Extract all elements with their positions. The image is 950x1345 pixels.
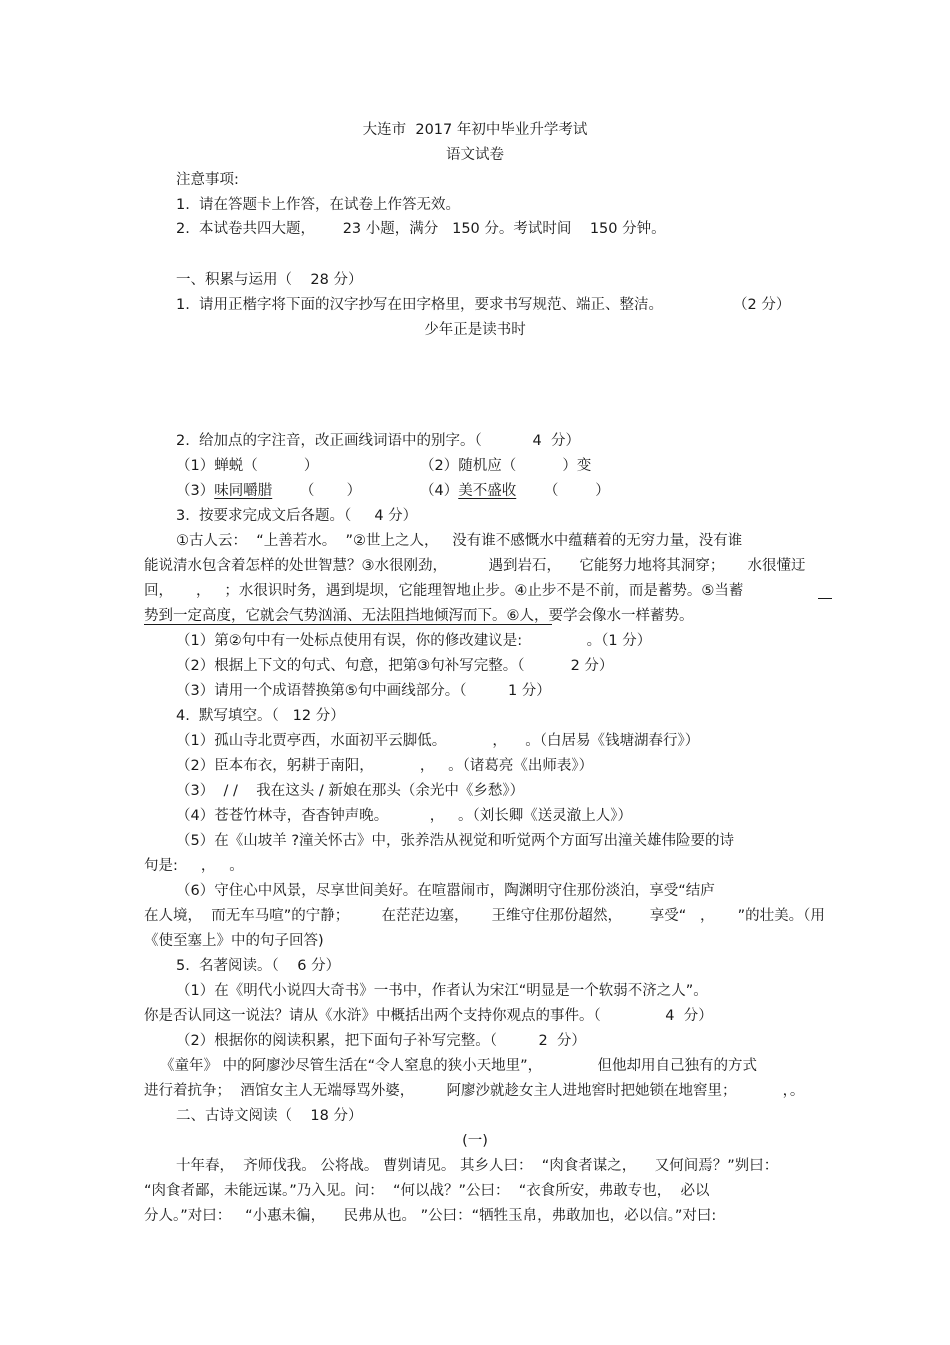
- q4-item-5-cont: 句是: ， 。: [144, 858, 244, 874]
- q2-item-3: （3）味同嚼腊 （ ）: [176, 483, 362, 499]
- q3-sub-3: （3）请用一个成语替换第⑤句中画线部分。（ 1 分）: [176, 683, 551, 699]
- q5-text: 5. 名著阅读。（ 6 分）: [176, 958, 341, 974]
- q4-item-6: （6）守住心中风景，尽享世间美好。在喧嚣闹市，陶渊明守住那份淡泊，享受“结庐: [176, 883, 715, 899]
- q5-item-1-cont: 你是否认同这一说法？请从《水浒》中概括出两个支持你观点的事件。（ 4 分）: [144, 1008, 713, 1024]
- q2-item-2: （2）随机应（ ）变: [420, 458, 592, 474]
- q3-underline-tail: [818, 598, 832, 599]
- q4-item-4: （4）苍苍竹林寺，杳杳钟声晚。 ， 。（刘长卿《送灵澈上人》）: [176, 808, 633, 824]
- q3-passage-line-4: 势到一定高度，它就会气势汹涌、无法阻挡地倾泻而下。⑥人，要学会像水一样蓄势。: [144, 608, 694, 624]
- q4-item-2: （2）臣本布衣，躬耕于南阳， ， 。（诸葛亮《出师表》）: [176, 758, 594, 774]
- q3-sub-2: （2）根据上下文的句式、句意，把第③句补写完整。（ 2 分）: [176, 658, 614, 674]
- notice-item-2: 2. 本试卷共四大题， 23 小题，满分 150 分。考试时间 150 分钟。: [176, 221, 666, 237]
- q4-item-6-cont: 在人境， 而无车马喧”的宁静； 在茫茫边塞， 王维守住那份超然， 享受“ ， ”的壮美。（用: [144, 908, 825, 924]
- passage-line-3: 分人。”对曰： “小惠未徧， 民弗从也。 ”公曰：“牺牲玉帛，弗敢加也，必以信。”对曰:: [144, 1208, 717, 1224]
- notice-heading: 注意事项:: [176, 172, 239, 188]
- q2-item-3-word: 味同嚼腊: [214, 483, 273, 499]
- q3-passage-line-1: ①古人云： “上善若水。 ”②世上之人， 没有谁不感慨水中蕴藉着的无穷力量，没有谁: [176, 533, 743, 549]
- q4-item-6-cont-2: 《使至塞上》中的句子回答): [144, 933, 324, 949]
- q2-item-4: （4）美不盛收 （ ）: [420, 483, 610, 499]
- passage-line-1: 十年春， 齐师伐我。 公将战。 曹刿请见。 其乡人曰： “肉食者谋之， 又何间焉？”刿曰：: [176, 1158, 779, 1174]
- q2-item-1: （1）蝉蜕（ ）: [176, 458, 319, 474]
- section-2-part: (一): [462, 1133, 488, 1149]
- q3-passage-line-2: 能说清水包含着怎样的处世智慧？③水很刚劲， 遇到岩石， 它能努力地将其洞穿； 水很懂迂: [144, 558, 806, 574]
- q3-text: 3. 按要求完成文后各题。（ 4 分）: [176, 508, 418, 524]
- q5-item-2-para-2: 进行着抗争； 酒馆女主人无端辱骂外婆， 阿廖沙就趁女主人进地窖时把她锁在地窖里； ，。: [144, 1083, 805, 1099]
- q5-item-1: （1）在《明代小说四大奇书》一书中，作者认为宋江“明显是一个软弱不济之人”。: [176, 983, 708, 999]
- q2-item-4-word: 美不盛收: [458, 483, 517, 499]
- section-1-heading: 一、积累与运用（ 28 分）: [176, 272, 363, 288]
- q5-item-2: （2）根据你的阅读积累，把下面句子补写完整。（ 2 分）: [176, 1033, 586, 1049]
- notice-item-1: 1. 请在答题卡上作答，在试卷上作答无效。: [176, 197, 461, 213]
- section-2-heading: 二、古诗文阅读（ 18 分）: [176, 1108, 363, 1124]
- q3-passage-line-3: 回， ， ；水很识时务，遇到堤坝，它能理智地止步。④止步不是不前，而是蓄势。⑤当蓄: [144, 583, 744, 599]
- exam-subtitle: 语文试卷: [446, 147, 504, 163]
- q4-item-3: （3） / / 我在这头 / 新娘在那头（余光中《乡愁》）: [176, 783, 525, 799]
- q1-text: 1. 请用正楷字将下面的汉字抄写在田字格里，要求书写规范、端正、整洁。: [176, 297, 664, 313]
- passage-line-2: “肉食者鄙，未能远谋。”乃入见。问： “何以战？”公曰： “衣食所安，弗敢专也， 必以: [144, 1183, 710, 1199]
- exam-title: 大连市 2017 年初中毕业升学考试: [362, 122, 588, 138]
- q1-copy-text: 少年正是读书时: [424, 322, 526, 338]
- q5-item-2-para-1: 《童年》 中的阿廖沙尽管生活在“令人窒息的狭小天地里”， 但他却用自己独有的方式: [160, 1058, 757, 1074]
- q1-score: （2 分）: [733, 297, 791, 313]
- q3-underline: [144, 624, 552, 625]
- q3-sub-1: （1）第②句中有一处标点使用有误，你的修改建议是: 。（1 分）: [176, 633, 652, 649]
- q4-item-1: （1）孤山寺北贾亭西，水面初平云脚低。 ， 。（白居易《钱塘湖春行》）: [176, 733, 700, 749]
- q4-item-5: （5）在《山坡羊 ?潼关怀古》中，张养浩从视觉和听觉两个方面写出潼关雄伟险要的诗: [176, 833, 735, 849]
- q4-text: 4. 默写填空。（ 12 分）: [176, 708, 345, 724]
- q2-text: 2. 给加点的字注音，改正画线词语中的别字。（ 4 分）: [176, 433, 580, 449]
